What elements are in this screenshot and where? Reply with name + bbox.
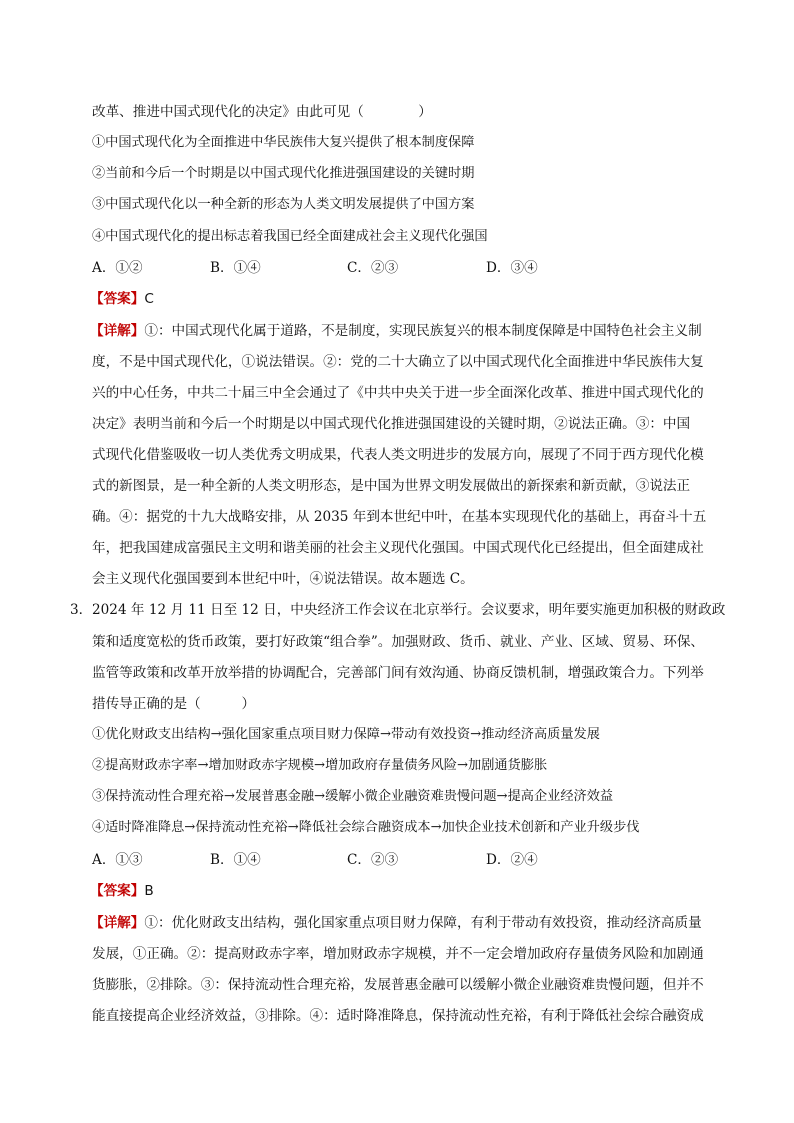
q2-explain-line-2: 度，不是中国式现代化，①说法错误。②：党的二十大确立了以中国式现代化全面推进中华民族伟大复: [92, 354, 704, 370]
q2-answer-value: C: [144, 291, 154, 307]
q3-stem-line-1: 2024 年 12 月 11 日至 12 日，中央经济工作会议在北京举行。会议要求，明年要实施更加积极的财政政: [92, 602, 726, 618]
q3-option-c: C．②③: [347, 852, 399, 868]
q2-statement-3: ③中国式现代化以一种全新的形态为人类文明发展提供了中国方案: [92, 197, 475, 212]
q3-statement-4: ④适时降准降息→保持流动性充裕→降低社会综合融资成本→加快企业技术创新和产业升级步伐: [92, 820, 640, 835]
q3-explain-text-1: ①：优化财政支出结构，强化国家重点项目财力保障，有利于带动有效投资，推动经济高质量: [144, 915, 702, 931]
q2-answer-label: 【答案】: [90, 291, 145, 307]
q2-explain-label: 【详解】: [90, 323, 145, 339]
q3-answer-label: 【答案】: [90, 883, 145, 899]
q3-statement-1: ①优化财政支出结构→强化国家重点项目财力保障→带动有效投资→推动经济高质量发展: [92, 727, 600, 742]
q3-stem-line-4: 措传导正确的是（ ）: [92, 696, 256, 712]
q2-option-a: A．①②: [92, 260, 143, 276]
q2-statement-4: ④中国式现代化的提出标志着我国已经全面建成社会主义现代化强国: [92, 229, 488, 244]
q3-statement-2: ②提高财政赤字率→增加财政赤字规模→增加政府存量债务风险→加剧通货膨胀: [92, 758, 548, 773]
q3-option-b: B．①④: [210, 852, 261, 868]
q2-explain-line-5: 式现代化借鉴吸收一切人类优秀文明成果，代表人类文明进步的发展方向，展现了不同于西方现代化模: [92, 447, 704, 463]
q2-answer: [90, 289, 154, 309]
q2-explain-line-1: [90, 321, 702, 341]
q3-explain-line-3: 货膨胀，②排除。③：保持流动性合理充裕，发展普惠金融可以缓解小微企业融资难贵慢问题，但并不: [92, 977, 704, 993]
q3-explain-line-4: 能直接提高企业经济效益，③排除。④：适时降准降息，保持流动性充裕，有利于降低社会综合融资成: [92, 1008, 704, 1024]
q2-explain-line-8: 年，把我国建成富强民主文明和谐美丽的社会主义现代化强国。中国式现代化已经提出，但全面建成社: [92, 540, 704, 556]
q3-answer: [90, 881, 154, 901]
q3-option-d: D．②④: [486, 852, 538, 868]
q2-explain-line-3: 兴的中心任务，中共二十届三中全会通过了《中共中央关于进一步全面深化改革、推进中国式现代化的: [92, 385, 704, 401]
q3-stem-line-3: 监管等政策和改革开放举措的协调配合，完善部门间有效沟通、协商反馈机制，增强政策合力。下列举: [92, 665, 704, 681]
q2-statement-1: ①中国式现代化为全面推进中华民族伟大复兴提供了根本制度保障: [92, 135, 475, 150]
q3-explain-label: 【详解】: [90, 915, 145, 931]
q2-stem-tail: 改革、推进中国式现代化的决定》由此可见（ ）: [92, 104, 432, 120]
q2-options: [92, 258, 692, 278]
q2-explain-line-7: 确。④：据党的十九大战略安排，从 2035 年到本世纪中叶，在基本实现现代化的基础上，再奋斗十五: [92, 509, 707, 525]
q3-explain-line-2: 发展，①正确。②：提高财政赤字率，增加财政赤字规模，并不一定会增加政府存量债务风险和加剧通: [92, 946, 704, 962]
q2-option-c: C．②③: [347, 260, 399, 276]
q2-statement-2: ②当前和今后一个时期是以中国式现代化推进强国建设的关键时期: [92, 166, 475, 181]
q3-answer-value: B: [144, 883, 154, 899]
q3-number: 3．: [70, 602, 93, 618]
q2-option-b: B．①④: [210, 260, 261, 276]
q2-option-d: D．③④: [486, 260, 538, 276]
q3-statement-3: ③保持流动性合理充裕→发展普惠金融→缓解小微企业融资难贵慢问题→提高企业经济效益: [92, 789, 614, 804]
q3-option-a: A．①③: [92, 852, 143, 868]
q3-stem-line-2: 策和适度宽松的货币政策，要打好政策“组合拳”。加强财政、货币、就业、产业、区域、贸易、环保、: [92, 634, 705, 650]
q2-explain-text-1: ①：中国式现代化属于道路，不是制度，实现民族复兴的根本制度保障是中国特色社会主义制: [144, 323, 702, 339]
q2-explain-line-9: 会主义现代化强国要到本世纪中叶，④说法错误。故本题选 C。: [92, 571, 474, 587]
q3-options: [92, 850, 692, 870]
q3-explain-line-1: [90, 913, 702, 933]
q2-explain-line-4: 决定》表明当前和今后一个时期是以中国式现代化推进强国建设的关键时期，②说法正确。③：中国: [92, 416, 691, 432]
q2-explain-line-6: 式的新图景，是一种全新的人类文明形态，是中国为世界文明发展做出的新探索和新贡献，③说法正: [92, 478, 691, 494]
